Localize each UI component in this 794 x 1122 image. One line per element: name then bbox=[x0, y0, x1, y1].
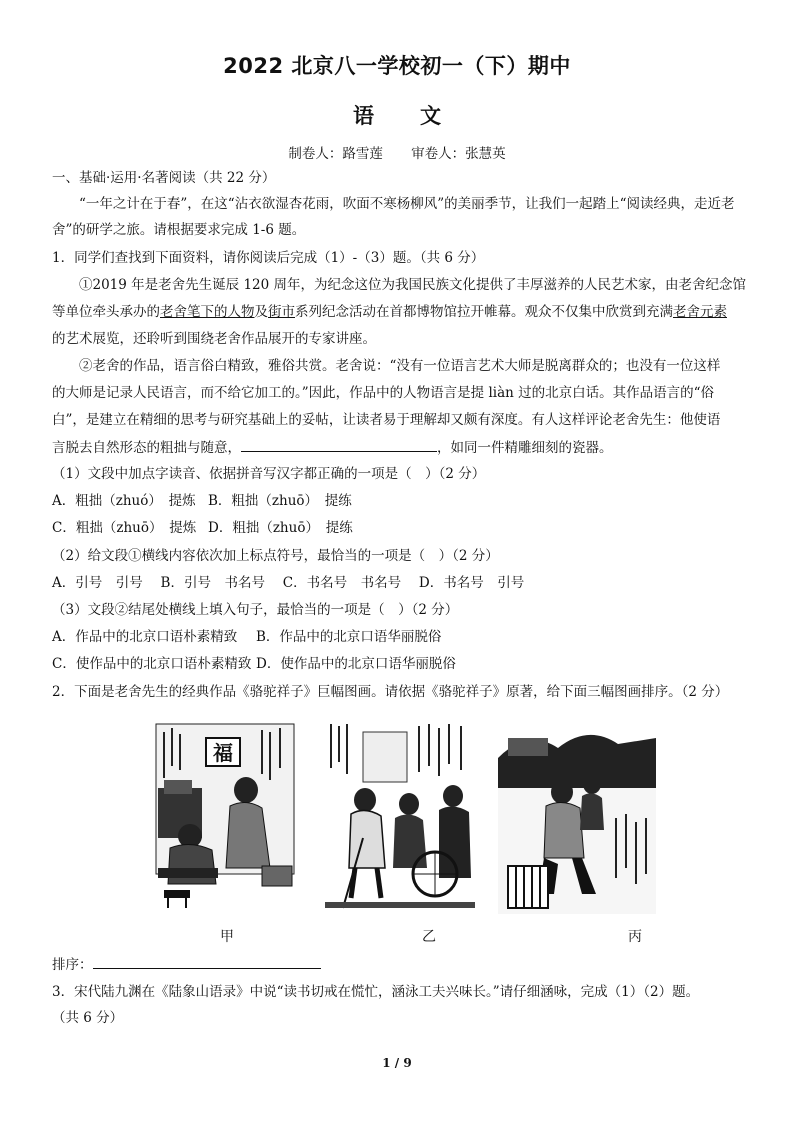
option-b[interactable]: B．粗拙（zhuō） 提练 bbox=[208, 493, 352, 509]
section-heading: 一、基础·运用·名著阅读（共 22 分） bbox=[52, 170, 276, 186]
question-2-stem: 2．下面是老舍先生的经典作品《骆驼祥子》巨幅图画。请依据《骆驼祥子》原著，给下面三幅图画排序。（2 分） bbox=[52, 684, 729, 700]
option-d[interactable]: D．粗拙（zhuō） 提练 bbox=[208, 520, 353, 536]
option-d[interactable]: D．使作品中的北京口语华丽脱俗 bbox=[256, 656, 456, 672]
woodcut-illustration bbox=[323, 718, 477, 914]
order-answer-line bbox=[52, 954, 752, 975]
underlined-phrase: 街市 bbox=[268, 304, 295, 320]
sub-question-2-options[interactable]: A．引号 引号 B．引号 书名号 C．书名号 书名号 D．书名号 引号 bbox=[52, 575, 525, 591]
passage-1-line-2: 等单位牵头承办的老舍笔下的人物及街市系列纪念活动在首都博物馆拉开帷幕。观众不仅集中欣赏到充满老舍元素 bbox=[52, 304, 727, 320]
answer-blank[interactable] bbox=[241, 437, 437, 452]
illustration-yi bbox=[323, 718, 477, 914]
subject-title: 语文 bbox=[353, 103, 487, 128]
question-3-points: （共 6 分） bbox=[52, 1010, 124, 1026]
option-b[interactable]: B．作品中的北京口语华丽脱俗 bbox=[256, 629, 442, 645]
illustration-jia bbox=[150, 718, 300, 914]
passage-2-line-3: 白”，是建立在精细的思考与研究基础上的妥帖，让读者易于理解却又颇有深度。有人这样评论老舍先生：他使语 bbox=[52, 412, 721, 428]
author-reviewer: 审卷人：张慧英 bbox=[411, 146, 506, 162]
passage-2-line-2: 的大师是记录人民语言，而不给它加工的。”因此，作品中的人物语言是提 liàn 过的北京白话。其作品语言的“俗 bbox=[52, 385, 715, 401]
authors-line bbox=[0, 142, 794, 162]
caption-jia: 甲 bbox=[220, 929, 234, 945]
page-title: 2022 北京八一学校初一（下）期中 bbox=[223, 54, 571, 78]
order-blank[interactable] bbox=[93, 954, 321, 969]
sub-question-2: （2）给文段①横线内容依次加上标点符号，最恰当的一项是（ ）（2 分） bbox=[52, 548, 499, 564]
author-maker: 制卷人：路雪莲 bbox=[288, 146, 383, 162]
underlined-phrase: 老舍元素 bbox=[673, 304, 727, 320]
caption-bing: 丙 bbox=[628, 929, 642, 945]
sub-question-3: （3）文段②结尾处横线上填入句子，最恰当的一项是（ ）（2 分） bbox=[52, 602, 459, 618]
order-label: 排序： bbox=[52, 957, 93, 973]
illustration-bing bbox=[498, 718, 656, 914]
options-row bbox=[52, 627, 752, 647]
woodcut-illustration bbox=[150, 718, 300, 914]
option-a[interactable]: A．粗拙（zhuó） 提炼 bbox=[52, 493, 196, 509]
option-c[interactable]: C．使作品中的北京口语朴素精致 bbox=[52, 656, 252, 672]
question-1-stem: 1．同学们查找到下面资料，请你阅读后完成（1）-（3）题。（共 6 分） bbox=[52, 250, 485, 266]
passage-1-line-1: ①2019 年是老舍先生诞辰 120 周年，为纪念这位为我国民族文化提供了丰厚滋养的人民艺术家，由老舍纪念馆 bbox=[79, 277, 746, 293]
option-c[interactable]: C．粗拙（zhuō） 提炼 bbox=[52, 520, 197, 536]
sub-question-1: （1）文段中加点字读音、依据拼音写汉字都正确的一项是（ ）（2 分） bbox=[52, 466, 486, 482]
woodcut-illustration bbox=[498, 718, 656, 914]
underlined-phrase: 老舍笔下的人物 bbox=[160, 304, 255, 320]
options-row bbox=[52, 518, 752, 538]
passage-2-line-4: 言脱去自然形态的粗拙与随意， ，如同一件精雕细刻的瓷器。 bbox=[52, 437, 752, 458]
caption-yi: 乙 bbox=[422, 929, 436, 945]
passage-2-line-1: ②老舍的作品，语言俗白精致，雅俗共赏。老舍说：“没有一位语言艺术大师是脱离群众的；也没有一位这样 bbox=[79, 358, 721, 374]
intro-line-2: 舍”的研学之旅。请根据要求完成 1-6 题。 bbox=[52, 222, 306, 238]
options-row bbox=[52, 491, 752, 511]
svg-text:福: 福 bbox=[213, 741, 233, 765]
page-number: 1 / 9 bbox=[382, 1056, 412, 1070]
options-row bbox=[52, 654, 752, 674]
question-3-stem: 3．宋代陆九渊在《陆象山语录》中说“读书切戒在慌忙，涵泳工夫兴味长。”请仔细涵咏，完成（1）（2）题。 bbox=[52, 984, 700, 1000]
passage-1-line-3: 的艺术展览，还聆听到围绕老舍作品展开的专家讲座。 bbox=[52, 331, 376, 347]
option-a[interactable]: A．作品中的北京口语朴素精致 bbox=[52, 629, 238, 645]
intro-line-1: “一年之计在于春”，在这“沾衣欲湿杏花雨，吹面不寒杨柳风”的美丽季节，让我们一起踏上“阅读经典，走近老 bbox=[79, 196, 735, 212]
